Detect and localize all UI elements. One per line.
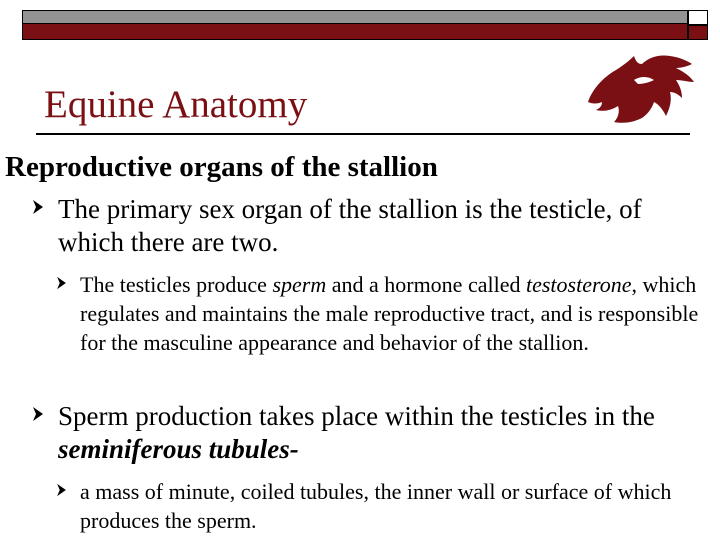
bullet-text [43, 193, 709, 259]
text-run: and a hormone called [326, 272, 526, 297]
bullet-level1-sperm-production [32, 400, 712, 466]
text-run: The testicles produce [80, 272, 273, 297]
text-run: The primary sex organ of the stallion is the testicle, of which there are two. [58, 194, 642, 257]
header-red-square [688, 25, 708, 40]
text-run-italic: sperm [272, 272, 327, 297]
bullet-text [80, 270, 706, 357]
header-gray-band [22, 10, 688, 24]
bullet-text [80, 477, 706, 535]
bullet-text [43, 400, 709, 466]
bullet-level1-testicle [32, 193, 712, 259]
text-run-italic: testosterone [525, 272, 632, 297]
slide-title: Equine Anatomy [44, 83, 308, 126]
text-run-bold-italic: seminiferous tubules- [58, 434, 299, 464]
header-decor-bar [22, 10, 712, 40]
header-white-square [688, 10, 708, 25]
arrowhead-bullet-icon [56, 270, 80, 290]
bullet-level2-tubules-definition [56, 477, 706, 535]
slide-subtitle: Reproductive organs of the stallion [5, 151, 438, 183]
text-run: , which regulates and maintains the male reproductive tract, and is responsible for the masculine appearance and behavior of the stallion. [80, 272, 699, 355]
text-run: a mass of minute, coiled tubules, the inner wall or surface of which produces the sperm. [80, 479, 672, 533]
text-run: Sperm production takes place within the testicles in the [58, 401, 655, 431]
title-divider [36, 133, 690, 135]
horse-head-icon [578, 50, 702, 128]
header-red-band [22, 24, 688, 40]
bullet-level2-testosterone [56, 270, 706, 357]
arrowhead-bullet-icon [56, 477, 80, 497]
